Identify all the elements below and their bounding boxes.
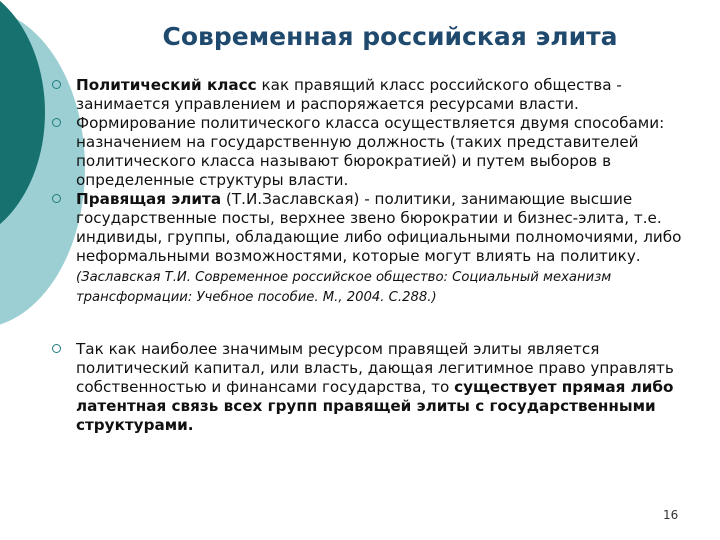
spacer bbox=[52, 307, 716, 340]
item-text: как правящий класс российского общества - занимается управлением и распоряжается ресурсами власти. bbox=[76, 76, 622, 113]
citation: (Заславская Т.И. Современное российское общество: Социальный механизм трансформации: Учебное пособие. М., 2004. С.288.) bbox=[76, 270, 612, 305]
bullet-circle-icon bbox=[52, 194, 61, 203]
slide-content bbox=[52, 76, 716, 435]
list-item-ruling-elite bbox=[52, 190, 716, 307]
bullet-circle-icon bbox=[52, 344, 61, 353]
slide-title: Современная российская элита bbox=[162, 22, 618, 51]
page-number: 16 bbox=[663, 508, 679, 522]
item-text: Так как наиболее значимым ресурсом правящей элиты является политический капитал, или власть, дающая легитимное право управлять собственностью и финансами государства, то bbox=[76, 340, 674, 396]
list-item-formation bbox=[52, 114, 716, 190]
bullet-circle-icon bbox=[52, 80, 61, 89]
term-political-class: Политический класс bbox=[76, 76, 257, 94]
item-text: Формирование политического класса осуществляется двумя способами: назначением на государственную должность (таких представителей политического класса называют бюрократией) и путем выборов в определенные структуры власти. bbox=[76, 114, 665, 189]
item-text: (Т.И.Заславская) - политики, занимающие высшие государственные посты, верхнее звено бюрократии и бизнес-элита, т.е. индивиды, группы, обладающие либо официальными полномочиями, либо неформальными возможностями, которые могут влиять на политику. bbox=[76, 190, 682, 265]
term-ruling-elite: Правящая элита bbox=[76, 190, 222, 208]
list-item-political-capital bbox=[52, 340, 716, 435]
bullet-circle-icon bbox=[52, 118, 61, 127]
conclusion-bold: существует прямая либо латентная связь всех групп правящей элиты с государственными структурами. bbox=[76, 378, 674, 434]
list-item-political-class bbox=[52, 76, 716, 114]
